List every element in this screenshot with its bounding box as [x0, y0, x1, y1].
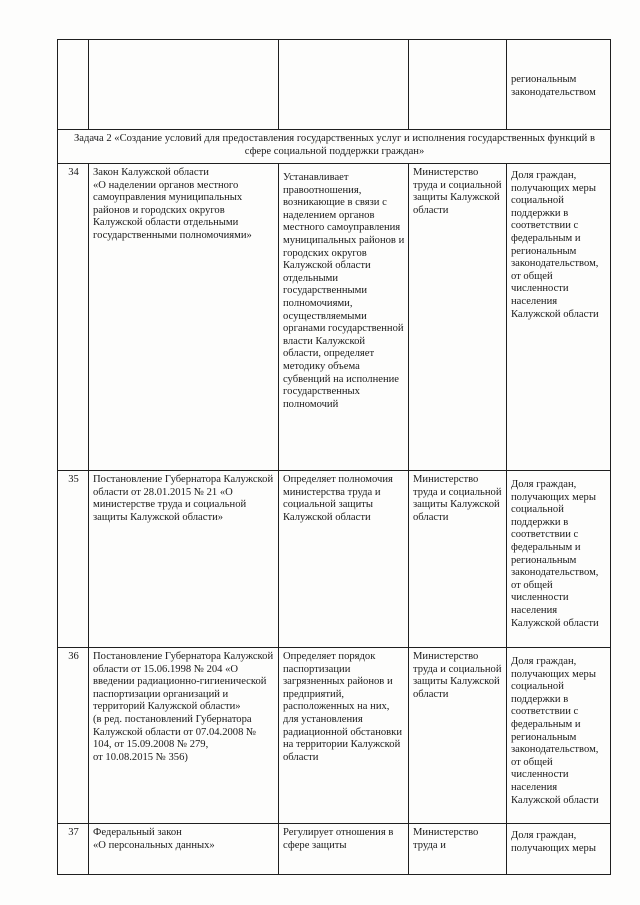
responsible-body: [409, 164, 507, 471]
row-number: 34: [58, 164, 89, 471]
table-row: [58, 648, 611, 824]
legal-act: [89, 648, 279, 824]
responsible-body-text: Министерство труда и социальной защиты Калужской области: [413, 651, 502, 700]
responsible-body-text: Министерство труда и: [413, 827, 479, 851]
act-purpose-text: Регулирует отношения в сфере защиты: [283, 827, 394, 851]
indicator-text: Доля граждан, получающих меры: [511, 830, 596, 854]
programs-table: [57, 39, 611, 875]
legal-act: [89, 824, 279, 875]
legal-act-text: Постановление Губернатора Калужской области от 15.06.1998 № 204 «О введении радиационно-гигиенической паспортизации организаций и территорий Калужской области» (в ред. постановлений Губернатора Калужской области от 07.04.2008 № 104, от 15.09.2008 № 279, от 10.08.2015 № 356): [93, 651, 274, 763]
indicator: [507, 471, 611, 648]
table-row: [58, 164, 611, 471]
table-row: [58, 824, 611, 875]
responsible-body: [409, 648, 507, 824]
legal-act: [89, 471, 279, 648]
indicator-text: Доля граждан, получающих меры социальной поддержки в соответствии с федеральным и региональным законодательством, от общей численности населения Калужской области: [511, 656, 599, 806]
task-heading-row: [58, 130, 611, 164]
responsible-body: [409, 471, 507, 648]
row-number: 35: [58, 471, 89, 648]
act-purpose: [279, 648, 409, 824]
table-row-continuation: [58, 40, 611, 130]
cell-responsible: [409, 40, 507, 130]
row-number: 37: [58, 824, 89, 875]
responsible-body-text: Министерство труда и социальной защиты Калужской области: [413, 474, 502, 523]
indicator-text: Доля граждан, получающих меры социальной поддержки в соответствии с федеральным и региональным законодательством, от общей численности населения Калужской области: [511, 170, 599, 320]
row-number: 36: [58, 648, 89, 824]
legal-act: [89, 164, 279, 471]
cell-act: [89, 40, 279, 130]
task-heading: [58, 130, 611, 164]
act-purpose-text: Определяет порядок паспортизации загрязненных районов и предприятий, расположенных на них, для установления радиационной обстановки на территории Калужской области: [283, 651, 402, 763]
indicator: [507, 648, 611, 824]
cell-purpose: [279, 40, 409, 130]
legal-act-text: Федеральный закон «О персональных данных»: [93, 827, 215, 851]
act-purpose: [279, 471, 409, 648]
indicator: [507, 164, 611, 471]
continuation-result-text: региональным законодательством: [511, 74, 596, 98]
act-purpose: [279, 164, 409, 471]
indicator-text: Доля граждан, получающих меры социальной поддержки в соответствии с федеральным и региональным законодательством, от общей численности населения Калужской области: [511, 479, 599, 629]
indicator: [507, 824, 611, 875]
responsible-body: [409, 824, 507, 875]
act-purpose-text: Определяет полномочия министерства труда и социальной защиты Калужской области: [283, 474, 393, 523]
act-purpose: [279, 824, 409, 875]
legal-act-text: Постановление Губернатора Калужской области от 28.01.2015 № 21 «О министерстве труда и социальной защиты Калужской области»: [93, 474, 274, 523]
responsible-body-text: Министерство труда и социальной защиты Калужской области: [413, 167, 502, 216]
act-purpose-text: Устанавливает правоотношения, возникающие в связи с наделением органов местного самоуправления муниципальных районов и городских округов Калужской области отдельными государственными полномочиями, осуществляемыми органами государственной власти Калужской области, определяет методику объема субвенций на исполнение государственных полномочий: [283, 172, 405, 410]
cell-result: [507, 40, 611, 130]
task-heading-text: Задача 2 «Создание условий для предоставления государственных услуг и исполнения государственных функций в сфере социальной поддержки граждан»: [73, 133, 596, 157]
table-row: [58, 471, 611, 648]
legal-act-text: Закон Калужской области «О наделении органов местного самоуправления муниципальных районов и городских округов Калужской области отдельными государственными полномочиями»: [93, 167, 252, 241]
cell-num: [58, 40, 89, 130]
